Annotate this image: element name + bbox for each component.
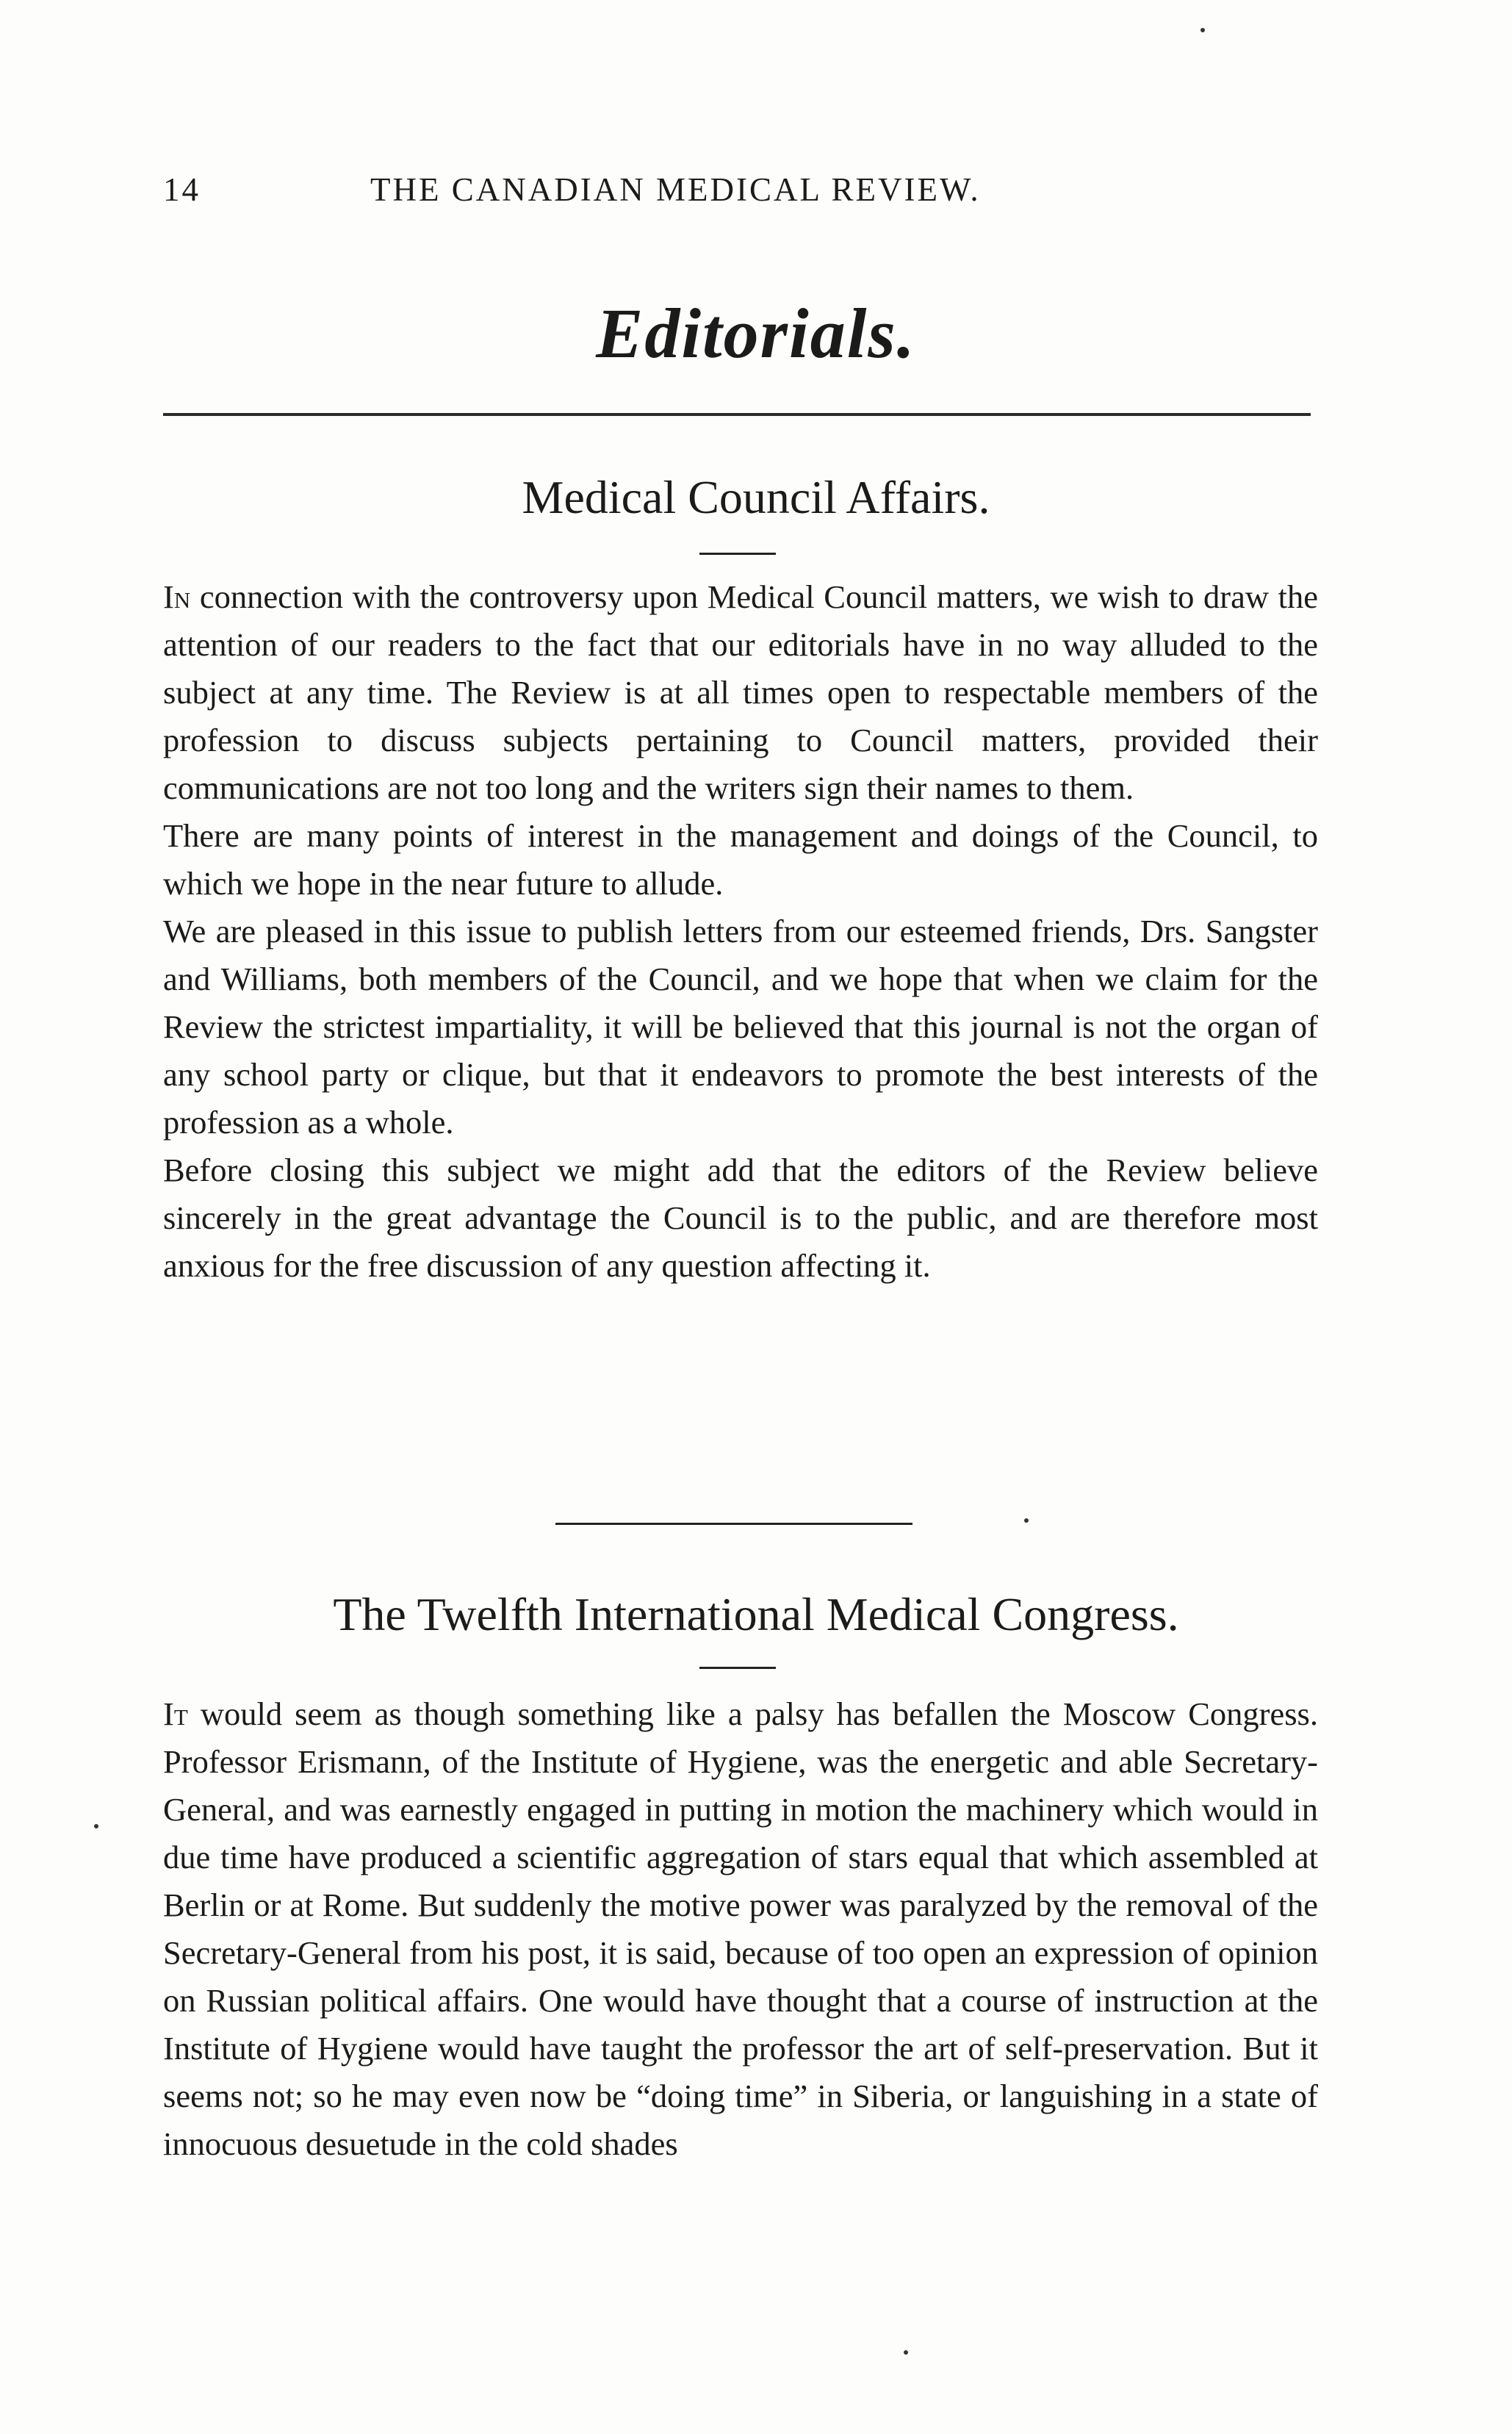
- title-rule: [699, 553, 776, 555]
- print-speck: [1200, 28, 1205, 32]
- title-rule: [699, 1667, 776, 1669]
- paragraph-text: would seem as though something like a palsy has befallen the Moscow Congress. Professor Erismann, of the Institute of Hygiene, was the energetic and able Secretary-General, and was earnestly engaged in putting in motion the machinery which would in due time have produced a scientific aggregation of stars equal that which assembled at Berlin or at Rome. But suddenly the motive power was paralyzed by the removal of the Secretary-General from his post, it is said, because of too open an expression of opinion on Russian political affairs. One would have thought that a course of instruction at the Institute of Hygiene would have taught the professor the art of self-preservation. But it seems not; so he may even now be “doing time” in Siberia, or languishing in a state of innocuous desuetude in the cold shades: [163, 1695, 1318, 2162]
- article-title-medical-council: Medical Council Affairs.: [522, 471, 990, 523]
- article-body-medical-congress: [163, 1690, 1318, 2168]
- print-speck: [94, 1824, 98, 1828]
- lead-word: It: [163, 1695, 188, 1732]
- article-divider: [555, 1523, 912, 1525]
- paragraph: [163, 908, 1318, 1146]
- paragraph-text: Before closing this subject we might add that the editors of the Review believe sincerely in the great advantage the Council is to the public, and are therefore most anxious for the free discussion of any question affecting it.: [163, 1152, 1318, 1284]
- journal-title: THE CANADIAN MEDICAL REVIEW.: [370, 171, 981, 208]
- paragraph: [163, 1690, 1318, 2168]
- article-title-medical-congress: The Twelfth International Medical Congress.: [333, 1588, 1179, 1640]
- paragraph-text: We are pleased in this issue to publish letters from our esteemed friends, Drs. Sangster and Williams, both members of the Council, and we hope that when we claim for the Review the strictest impartiality, it will be believed that this journal is not the organ of any school party or clique, but that it endeavors to promote the best interests of the profession as a whole.: [163, 913, 1318, 1141]
- paragraph: [163, 812, 1318, 908]
- paragraph: [163, 573, 1318, 812]
- section-heading: Editorials.: [596, 294, 916, 373]
- article-body-medical-council: [163, 573, 1318, 1290]
- paragraph: [163, 1146, 1318, 1290]
- paragraph-text: There are many points of interest in the management and doings of the Council, to which we hope in the near future to allude.: [163, 817, 1318, 902]
- running-header: [163, 170, 1349, 215]
- paragraph-text: connection with the controversy upon Medical Council matters, we wish to draw the attention of our readers to the fact that our editorials have in no way alluded to the subject at any time. The Review is at all times open to respectable members of the profession to discuss subjects pertaining to Council matters, provided their communications are not too long and the writers sign their names to them.: [163, 578, 1318, 806]
- section-divider: [163, 413, 1311, 416]
- page-number: 14: [163, 171, 201, 208]
- print-speck: [1024, 1518, 1029, 1523]
- lead-word: In: [163, 578, 191, 615]
- print-speck: [904, 2350, 908, 2355]
